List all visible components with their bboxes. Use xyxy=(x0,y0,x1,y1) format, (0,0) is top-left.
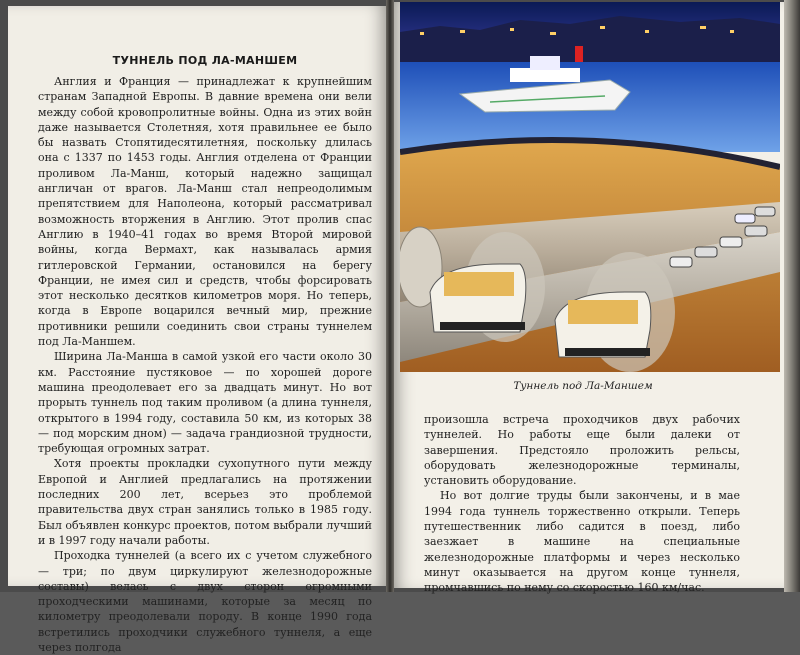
tunnel-illustration xyxy=(400,2,780,372)
shuttle-wagon xyxy=(555,292,651,357)
paragraph: Проходка туннелей (а всего их с учетом служебного — три; по двум циркулируют железнодорожные составы) велась с двух сторон огромными проходческими машинами, которые за месяц по километру преодолевали породу. В конце 1990 года встретились проходчики служебного туннеля, а еще через полгода xyxy=(38,549,372,654)
shuttle-wagon xyxy=(430,264,526,332)
paragraph: Ширина Ла-Манша в самой узкой его части около 30 км. Расстояние пустяковое — по хорошей дороге машина преодолевает его за двадцать минут. Но вот прорыть туннель под таким проливом (а длина туннеля, открытого в 1994 году, составила 50 км, из которых 38 — под морским дном) — задача грандиозной трудности, требующая огромных затрат. xyxy=(38,350,372,456)
book-gutter xyxy=(386,0,394,592)
paragraph: Но вот долгие труды были закончены, и в мае 1994 года туннель торжественно открыли. Теперь путешественник либо садится в поезд, либо заезжает в машине на специальные железнодорожные платформы и через несколько минут оказывается на другом конце туннеля, промчавшись по нему со скоростью 160 км/час. xyxy=(424,489,740,595)
page-title: ТУННЕЛЬ ПОД ЛА-МАНШЕМ xyxy=(112,54,298,67)
paragraph: произошла встреча проходчиков двух рабочих туннелей. Но работы еще были далеки от завершения. Предстояло проложить рельсы, оборудовать железнодорожные терминалы, установить оборудование. xyxy=(424,413,740,488)
left-text-column xyxy=(38,74,372,655)
right-text-column xyxy=(424,412,740,596)
page-edge xyxy=(784,0,800,592)
paragraph: Хотя проекты прокладки сухопутного пути между Европой и Англией предлагались на протяжении последних 200 лет, всерьез это проблемой правительства двух стран занялись только в 1985 году. Был объявлен конкурс проектов, потом выбрали лучший и в 1997 году начали работы. xyxy=(38,457,372,547)
illustration-caption: Туннель под Ла-Маншем xyxy=(513,380,653,392)
illustration-svg xyxy=(400,2,780,372)
paragraph: Англия и Франция — принадлежат к крупнейшим странам Западной Европы. В давние времена они вели между собой кровопролитные войны. Одна из этих войн даже называется Столетняя, хотя правильнее ее было бы назвать Стопятидесятилетняя, поскольку длилась она с 1337 по 1453 годы. Англия отделена от Франции проливом Ла-Манш, который надежно защищал англичан от врагов. Ла-Манш стал непреодолимым препятствием для Наполеона, который рассматривал возможность вторжения в Англию. Этот пролив спас Англию в 1940–41 годах во время Второй мировой войны, когда Вермахт, как называлась армия гитлеровской Германии, остановился на берегу Франции, не имея сил и средств, чтобы форсировать этот несколько десятков километров моря. Но теперь, когда в Европе воцарился вечный мир, прежние противники решили соединить свои страны туннелем под Ла-Маншем. xyxy=(38,75,372,349)
